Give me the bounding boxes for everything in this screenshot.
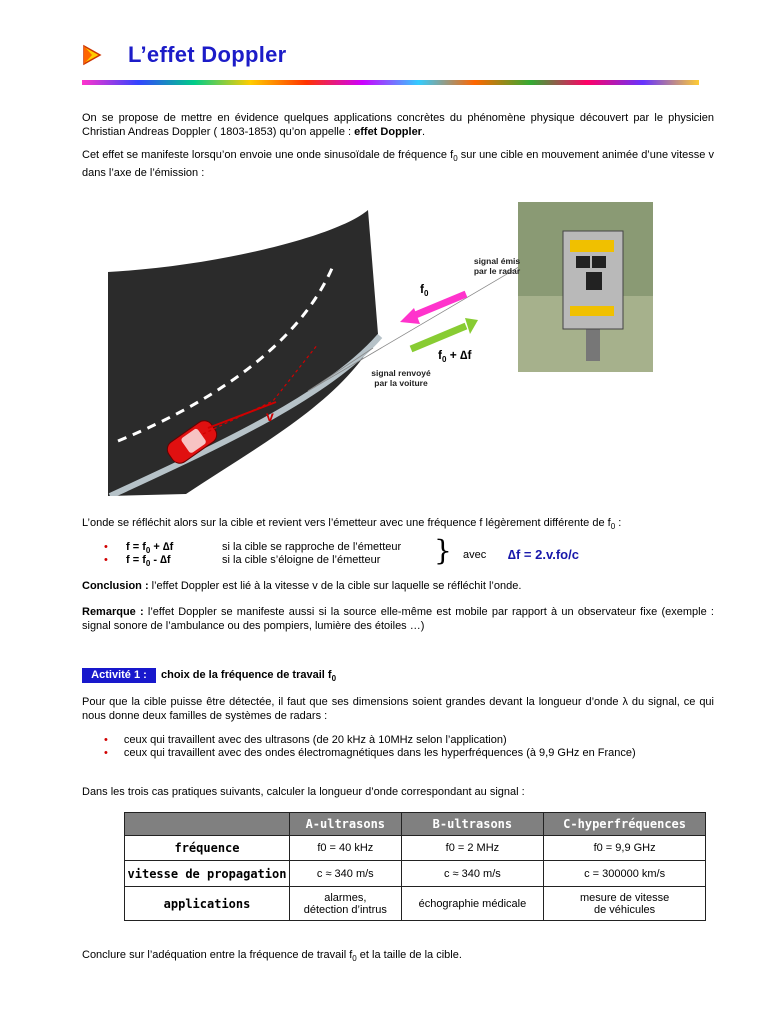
table-cell: c ≈ 340 m/s bbox=[401, 861, 544, 887]
row-label: applications bbox=[125, 887, 290, 921]
table-cell: c = 300000 km/s bbox=[544, 861, 706, 887]
activity-title: choix de la fréquence de travail $f_0$ bbox=[161, 669, 337, 684]
calculation-instruction: Dans les trois cas pratiques suivants, calculer la longueur d’onde correspondant au signal : bbox=[82, 786, 525, 798]
table-cell: f0 = 9,9 GHz bbox=[544, 836, 706, 861]
page-title: L’effet Doppler bbox=[128, 42, 287, 67]
intro-paragraph-2: Cet effet se manifeste lorsqu’on envoie une onde sinusoïdale de fréquence $f_0$ sur une cible en mouvement animée d’une vitesse v dans l’axe de l’émission : bbox=[82, 149, 714, 180]
table-header-row bbox=[125, 813, 706, 836]
table-cell: alarmes, détection d’intrus bbox=[290, 887, 402, 921]
bullet-icon: • bbox=[104, 734, 108, 746]
table-cell: c ≈ 340 m/s bbox=[290, 861, 402, 887]
returned-signal-label: signal renvoyé par la voiture bbox=[371, 368, 431, 388]
formula-recede: • $f = f_0 - \Delta f$ si la cible s’éloigne de l’émetteur bbox=[104, 554, 381, 569]
bullet-icon: • bbox=[104, 554, 108, 566]
comparison-table bbox=[124, 812, 706, 921]
radar-post bbox=[586, 326, 600, 361]
table-row bbox=[125, 861, 706, 887]
activity-badge: Activité 1 : bbox=[82, 668, 156, 683]
final-instruction: Conclure sur l’adéquation entre la fréquence de travail $f_0$ et la taille de la cible. bbox=[82, 949, 462, 964]
bullet-icon: • bbox=[104, 541, 108, 553]
f0-plus-df-label: $f_0 + \Delta f$ bbox=[438, 348, 472, 364]
emitted-signal-label: signal émis par le radar bbox=[473, 256, 521, 276]
velocity-label: v bbox=[266, 408, 274, 424]
table-header-cell: B-ultrasons bbox=[401, 813, 544, 836]
avec-label: avec bbox=[463, 549, 487, 561]
pencil-arrow-icon bbox=[82, 44, 102, 66]
table-row bbox=[125, 887, 706, 921]
remarque-paragraph: Remarque : l’effet Doppler se manifeste aussi si la source elle-même est mobile par rapport à un observateur fixe (exemple : signal sonore de l’ambulance ou des pompiers, lumière des étoiles …) bbox=[82, 606, 714, 632]
bullet-icon: • bbox=[104, 747, 108, 759]
row-label: vitesse de propagation bbox=[125, 861, 290, 887]
delta-f-formula: ∆f = 2.v.fo/c bbox=[508, 547, 579, 562]
f0-label: $f_0$ bbox=[420, 282, 429, 298]
table-row bbox=[125, 836, 706, 861]
title-divider bbox=[82, 80, 699, 85]
road bbox=[108, 210, 378, 496]
table-header-cell bbox=[125, 813, 290, 836]
table-cell: f0 = 40 kHz bbox=[290, 836, 402, 861]
returned-arrow bbox=[411, 318, 478, 349]
conclusion-paragraph: Conclusion : l’effet Doppler est lié à la vitesse v de la cible sur laquelle se réfléchit l’onde. bbox=[82, 580, 522, 592]
reflection-paragraph: L’onde se réfléchit alors sur la cible et revient vers l’émetteur avec une fréquence f légèrement différente de $f_0$ : bbox=[82, 517, 622, 532]
doppler-radar-illustration bbox=[108, 196, 653, 496]
intro-paragraph-1: On se propose de mettre en évidence quelques applications concrètes du phénomène physique découvert par le physicien Christian Andreas Doppler ( 1803-1853) qu’on appelle : effet Doppler. bbox=[82, 112, 714, 138]
list-item: • ceux qui travaillent avec des ultrasons (de 20 kHz à 10MHz selon l’application) bbox=[104, 734, 507, 746]
radar-families-list bbox=[104, 734, 636, 760]
table-cell: f0 = 2 MHz bbox=[401, 836, 544, 861]
table-cell: mesure de vitesse de véhicules bbox=[544, 887, 706, 921]
brace: } bbox=[434, 534, 452, 567]
table-header-cell: C-hyperfréquences bbox=[544, 813, 706, 836]
formula-approach: • $f = f_0 + \Delta f$ si la cible se rapproche de l’émetteur bbox=[104, 541, 402, 556]
detection-paragraph: Pour que la cible puisse être détectée, il faut que ses dimensions soient grandes devant la longueur d’onde λ du signal, ce qui nous donne deux familles de systèmes de radars : bbox=[82, 696, 714, 722]
row-label: fréquence bbox=[125, 836, 290, 861]
table-cell: échographie médicale bbox=[401, 887, 544, 921]
table-header-cell: A-ultrasons bbox=[290, 813, 402, 836]
list-item: • ceux qui travaillent avec des ondes électromagnétiques dans les hyperfréquences (à 9,9 GHz en France) bbox=[104, 747, 636, 759]
emitted-arrow bbox=[400, 294, 466, 324]
